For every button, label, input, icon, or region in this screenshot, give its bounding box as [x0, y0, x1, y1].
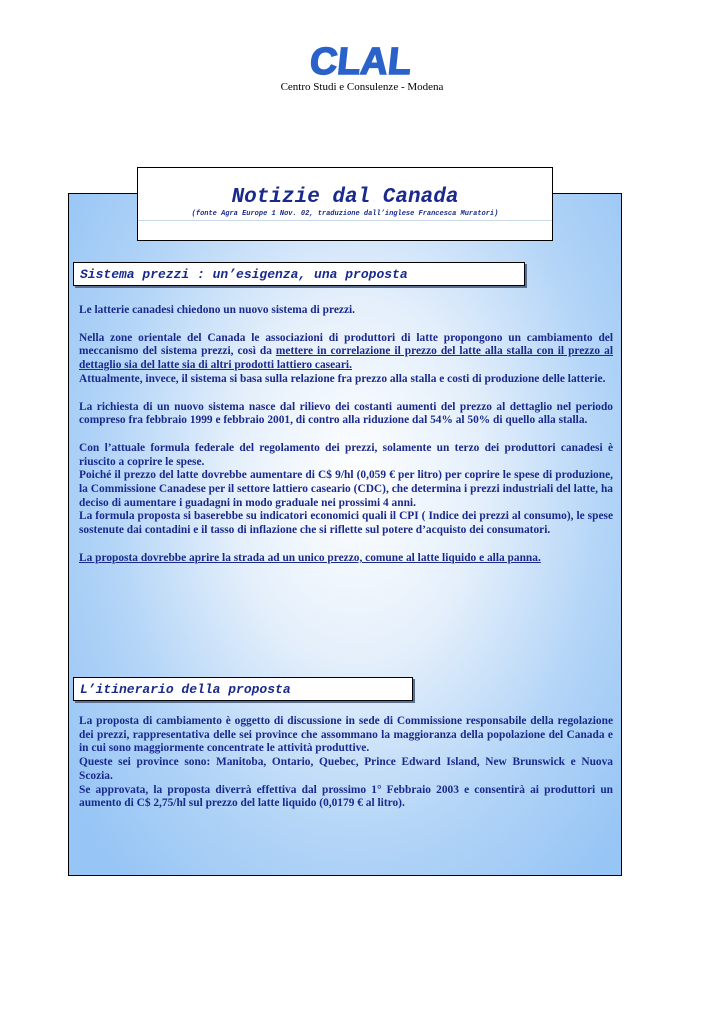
paragraph: La richiesta di un nuovo sistema nasce dal rilievo dei costanti aumenti del prezzo al dettaglio nel periodo compreso fra febbraio 1999 e febbraio 2001, di contro alla riduzione dal 54% al 50% di quello alla stalla. [79, 400, 613, 427]
paragraph: Le latterie canadesi chiedono un nuovo sistema di prezzi. [79, 304, 356, 316]
clal-logo [307, 40, 414, 83]
section-heading-itinerario: L’itinerario della proposta [73, 677, 413, 701]
paragraph [79, 332, 613, 373]
page-title: Notizie dal Canada [231, 186, 459, 209]
section-heading-sistema-prezzi: Sistema prezzi : un’esigenza, una proposta [73, 262, 525, 286]
paragraph: Con l’attuale formula federale del regolamento dei prezzi, solamente un terzo dei produttori canadesi è riuscito a coprire le spese. [79, 441, 613, 468]
org-subtitle: Centro Studi e Consulenze - Modena [280, 81, 444, 93]
section-body-itinerario [79, 715, 613, 811]
title-box [137, 167, 553, 241]
paragraph: Se approvata, la proposta diverrà effettiva dal prossimo 1° Febbraio 2003 e consentirà ai produttori un aumento di C$ 2,75/hl sul prezzo del latte liquido (0,0179 € al litro). [79, 783, 613, 810]
paragraph: Poiché il prezzo del latte dovrebbe aumentare di C$ 9/hl (0,059 € per litro) per coprire le spese di produzione, la Commissione Canadese per il settore lattiero caseario (CDC), che determina i prezzi industriali del latte, ha deciso di aumentare i guadagni in modo graduale nei prossimi 4 anni. [79, 469, 613, 509]
logo-text: CLAL [307, 41, 414, 83]
source-note: (fonte Agra Europe 1 Nov. 02, traduzione dall’inglese Francesca Muratori) [191, 210, 499, 218]
underlined-text: mettere in correlazione il prezzo del latte alla stalla con il prezzo al dettaglio sia del latte sia di altri prodotti lattiero caseari. [79, 345, 613, 372]
paragraph: La proposta di cambiamento è oggetto di discussione in sede di Commissione responsabile della regolazione dei prezzi, rappresentativa delle sei province che assommano la maggioranza della popolazione del Canada e in cui sono maggiormente concentrate le attività produttive. [79, 715, 613, 755]
paragraph: La formula proposta si baserebbe su indicatori economici quali il CPI ( Indice dei prezzi al consumo), le spese sostenute dai contadini e il tasso di inflazione che si riflette sul potere d’acquisto dei consumatori. [79, 510, 613, 537]
paragraph: Attualmente, invece, il sistema si basa sulla relazione fra prezzo alla stalla e costi di produzione delle latterie. [79, 372, 606, 385]
section-body-sistema-prezzi [79, 304, 613, 580]
paragraph-text: Nella zone orientale del Canada le associazioni di produttori di latte propongono un cambiamento del meccanismo del sistema prezzi, così da [79, 331, 613, 358]
underlined-paragraph: La proposta dovrebbe aprire la strada ad un unico prezzo, comune al latte liquido e alla panna. [79, 551, 541, 564]
paragraph: Queste sei province sono: Manitoba, Ontario, Quebec, Prince Edward Island, New Brunswick e Nuova Scozia. [79, 756, 613, 782]
title-divider [138, 220, 552, 221]
